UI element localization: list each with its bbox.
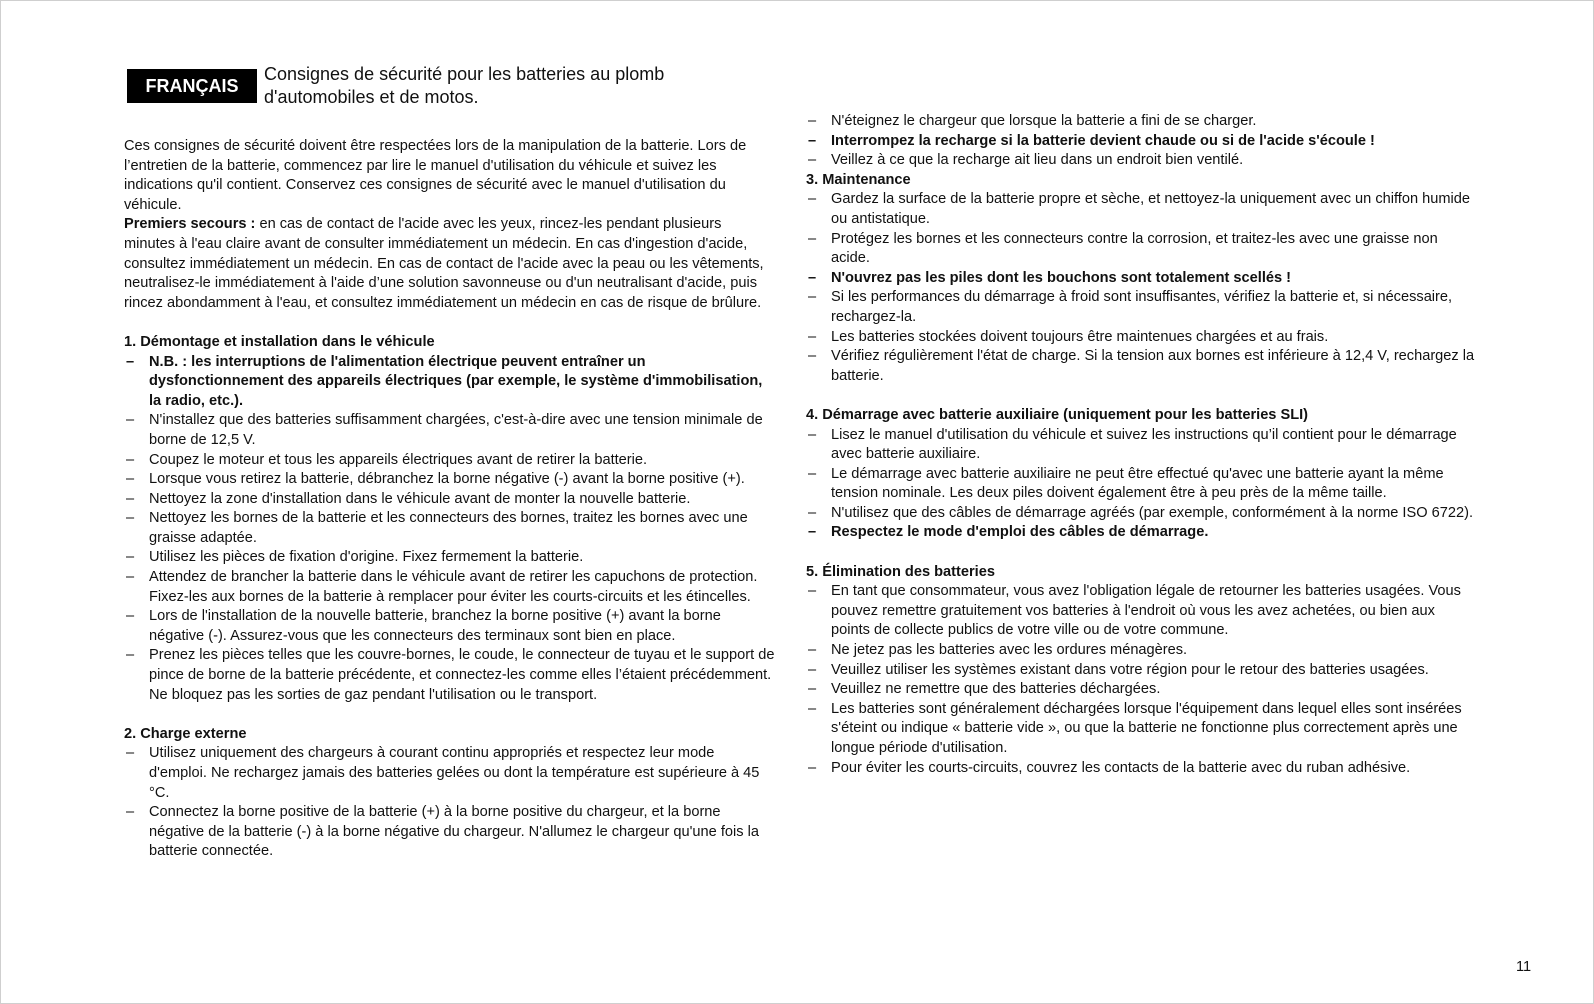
document-title-line-2: d'automobiles et de motos. [264,87,479,107]
dash-bullet: – [808,681,817,698]
section-3-list [806,190,1476,386]
section-2-list-part-2 [806,112,1476,171]
list-item: – Utilisez uniquement des chargeurs à courant continu appropriés et respectez leur mode d'emploi. Ne rechargez jamais des batteries gelées ou dont la température est supérieure à 45 °C. [126,745,760,801]
dash-bullet: – [808,269,817,286]
list-item: – Prenez les pièces telles que les couvre-bornes, le coude, le connecteur de tuyau et le support de pince de borne de la batterie précédente, et connectez-les comme elles l’étaient précédemment. Ne bloquez pas les sorties de gaz pendant l'utilisation ou le transport. [126,647,775,703]
dash-bullet: – [808,661,817,678]
dash-bullet: – [808,230,817,247]
list-item: – Connectez la borne positive de la batterie (+) à la borne positive du chargeur, et la borne négative de la batterie (-) à la borne négative du chargeur. N'allumez le chargeur qu'une fois la batterie connectée. [126,804,759,860]
list-item: – En tant que consommateur, vous avez l'obligation légale de retourner les batteries usagées. Vous pouvez remettre gratuitement vos batteries à l'endroit où vous les avez achetées, ou bien aux points de collecte publics de votre ville ou de votre commune. [808,583,1461,639]
list-item: – Si les performances du démarrage à froid sont insuffisantes, vérifiez la batterie et, si nécessaire, rechargez-la. [808,289,1453,325]
dash-bullet: – [808,759,817,776]
list-item: – N.B. : les interruptions de l'alimentation électrique peuvent entraîner un dysfonctionnement des appareils électriques (par exemple, le système d'immobilisation, la radio, etc.). [126,353,763,409]
list-item: – Gardez la surface de la batterie propre et sèche, et nettoyez-la uniquement avec un chiffon humide ou antistatique. [808,191,1470,227]
language-badge: FRANÇAIS [127,69,257,103]
dash-bullet: – [126,490,135,507]
section-3-title: 3. Maintenance [806,171,911,188]
section-1-title: 1. Démontage et installation dans le véhicule [124,333,435,350]
section-5-list [806,582,1476,778]
list-item: – N'installez que des batteries suffisamment chargées, c'est-à-dire avec une tension minimale de borne de 12,5 V. [126,412,763,448]
dash-bullet: – [808,504,817,521]
list-item: – Interrompez la recharge si la batterie devient chaude ou si de l'acide s'écoule ! [806,132,1476,152]
dash-bullet: – [808,152,817,169]
dash-bullet: – [126,353,135,370]
list-item: – Respectez le mode d'emploi des câbles de démarrage. [806,523,1476,543]
intro-paragraph: Ces consignes de sécurité doivent être respectées lors de la manipulation de la batterie. Lors de l’entretien de la batterie, commencez par lire le manuel d'utilisation du véhicule et suivez les indications qu'il contient. Conservez ces consignes de sécurité avec le manuel d'utilisation du véhicule. [124,138,747,213]
list-item: – Protégez les bornes et les connecteurs contre la corrosion, et traitez-les avec une graisse non acide. [808,230,1438,267]
dash-bullet: – [126,451,135,468]
left-column [124,137,776,862]
dash-bullet: – [808,328,817,345]
list-item: – Lorsque vous retirez la batterie, débranchez la borne négative (-) avant la borne positive (+). [124,470,776,490]
page-number: 11 [1516,959,1532,975]
section-2-list-part-1 [124,744,776,862]
list-item: – Les batteries sont généralement déchargées lorsque l'équipement dans lequel elles sont insérées s'éteint ou indique « batterie vide », ou que la batterie ne fonctionne plus correctement après une longue période d'utilisation. [808,700,1462,756]
dash-bullet: – [808,132,817,149]
list-item: – N'éteignez le chargeur que lorsque la batterie a fini de se charger. [806,112,1476,132]
section-2-title: 2. Charge externe [124,725,247,742]
dash-bullet: – [126,549,135,566]
dash-bullet: – [808,191,817,208]
dash-bullet: – [126,608,135,625]
dash-bullet: – [808,583,817,600]
list-item: – Nettoyez les bornes de la batterie et les connecteurs des bornes, traitez les bornes avec une graisse adaptée. [126,510,748,546]
list-item: – N'ouvrez pas les piles dont les bouchons sont totalement scellés ! [806,269,1476,289]
document-header [127,63,747,113]
dash-bullet: – [808,348,817,365]
dash-bullet: – [126,510,135,527]
list-item: – Lors de l'installation de la nouvelle batterie, branchez la borne positive (+) avant la borne négative (-). Assurez-vous que les connecteurs des terminaux sont bien en place. [126,608,721,644]
list-item: – Vérifiez régulièrement l'état de charge. Si la tension aux bornes est inférieure à 12,4 V, rechargez la batterie. [808,348,1475,384]
document-title [264,63,744,109]
dash-bullet: – [126,412,135,429]
list-item: – Le démarrage avec batterie auxiliaire ne peut être effectué qu'avec une batterie ayant la même tension nominale. Les deux piles doivent également être à peu près de la même taille. [808,465,1444,502]
dash-bullet: – [808,700,817,717]
list-item: – Ne jetez pas les batteries avec les ordures ménagères. [806,641,1476,661]
list-item: – Utilisez les pièces de fixation d'origine. Fixez fermement la batterie. [124,548,776,568]
dash-bullet: – [126,647,135,664]
list-item: – Attendez de brancher la batterie dans le véhicule avant de retirer les capuchons de protection. Fixez-les aux bornes de la batterie à remplacer pour éviter les courts-circuits et les étincelles. [126,569,758,605]
document-title-line-1: Consignes de sécurité pour les batteries au plomb [264,64,665,84]
dash-bullet: – [808,289,817,306]
dash-bullet: – [808,426,817,443]
section-1-list [124,353,776,706]
list-item: – Pour éviter les courts-circuits, couvrez les contacts de la batterie avec du ruban adhésive. [806,759,1476,779]
dash-bullet: – [808,465,817,482]
first-aid-text: en cas de contact de l'acide avec les yeux, rincez-les pendant plusieurs minutes à l'eau claire avant de consulter immédiatement un médecin. En cas d'ingestion d'acide, consultez immédiatement un médecin. En cas de contact de l'acide avec la peau ou les vêtements, neutralisez-le immédiatement à l'aide d’une solution savonneuse ou d'un neutralisant d'acide, puis rincez abondamment à l'eau, et consultez immédiatement un médecin en cas de risque de brûlure. [124,216,764,311]
first-aid-label: Premiers secours : [124,216,256,233]
dash-bullet: – [126,569,135,586]
list-item: – Veillez à ce que la recharge ait lieu dans un endroit bien ventilé. [806,151,1476,171]
dash-bullet: – [126,804,135,821]
section-5-title: 5. Élimination des batteries [806,563,995,580]
list-item: – N'utilisez que des câbles de démarrage agréés (par exemple, conformément à la norme ISO 6722). [806,504,1476,524]
dash-bullet: – [808,113,817,129]
list-item: – Les batteries stockées doivent toujours être maintenues chargées et au frais. [806,328,1476,348]
list-item: – Veuillez ne remettre que des batteries déchargées. [806,680,1476,700]
list-item: – Lisez le manuel d'utilisation du véhicule et suivez les instructions qu’il contient pour le démarrage avec batterie auxiliaire. [808,426,1457,463]
dash-bullet: – [126,471,135,488]
section-4-list [806,426,1476,544]
dash-bullet: – [808,642,817,659]
list-item: – Nettoyez la zone d'installation dans le véhicule avant de monter la nouvelle batterie. [124,490,776,510]
list-item: – Veuillez utiliser les systèmes existant dans votre région pour le retour des batteries usagées. [806,661,1476,681]
right-column [806,112,1476,778]
list-item: – Coupez le moteur et tous les appareils électriques avant de retirer la batterie. [124,451,776,471]
first-aid-paragraph [124,215,776,313]
dash-bullet: – [126,745,135,762]
section-4-title: 4. Démarrage avec batterie auxiliaire (uniquement pour les batteries SLI) [806,406,1309,423]
dash-bullet: – [808,524,817,541]
